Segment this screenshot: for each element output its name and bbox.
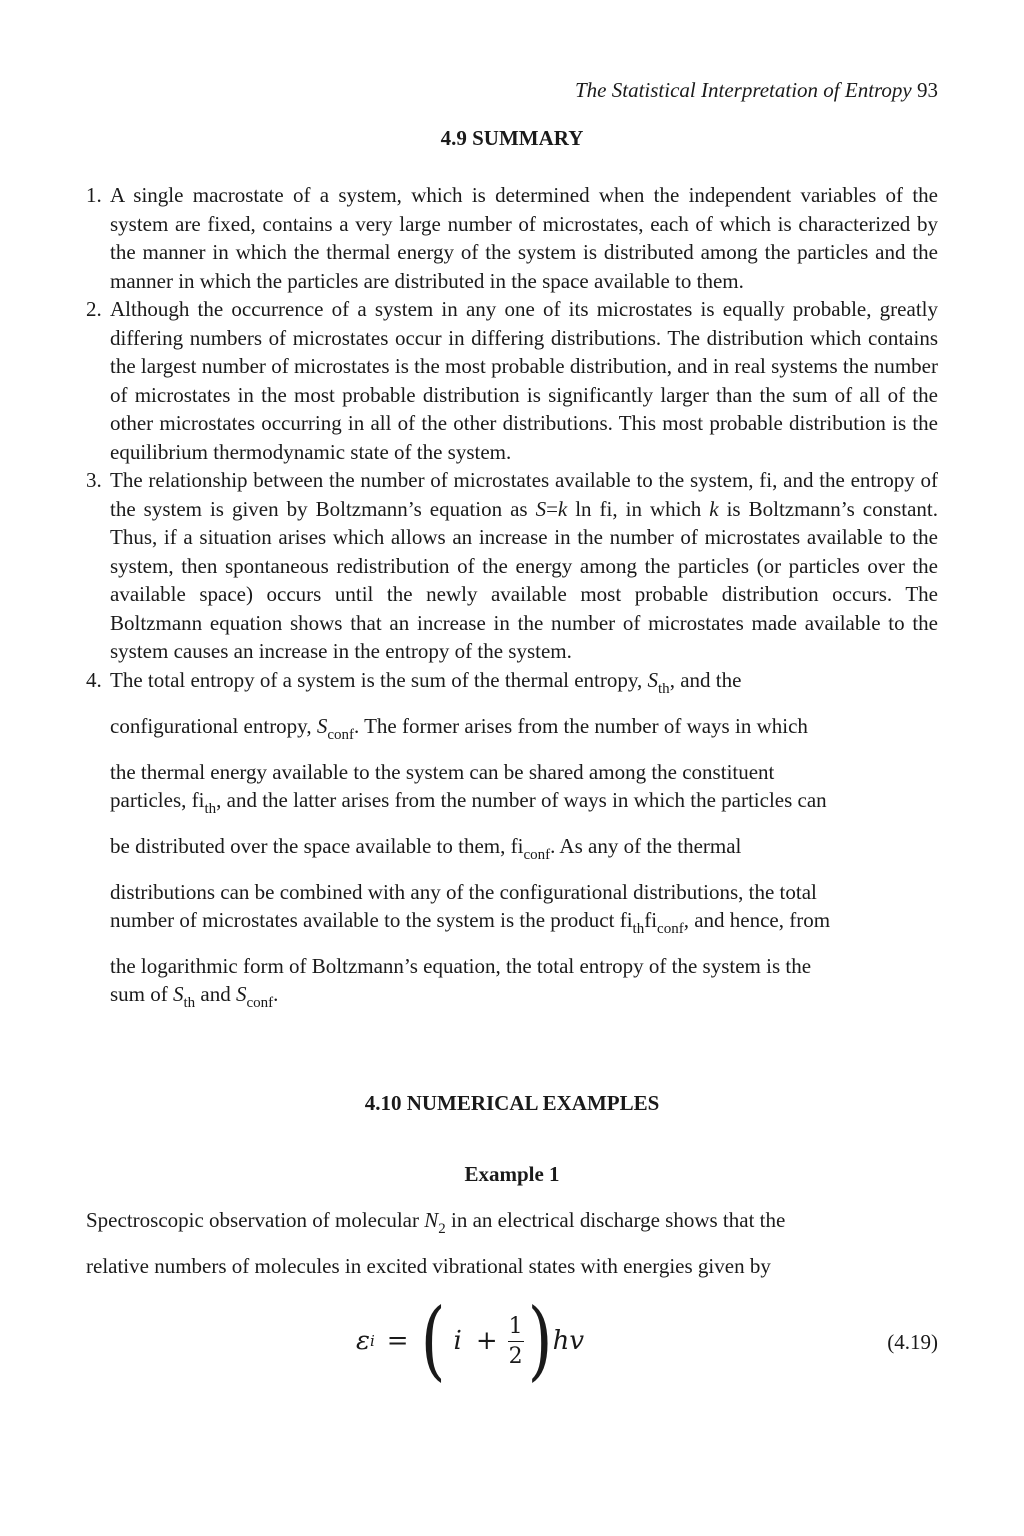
symbol-S: S <box>647 667 659 692</box>
epsilon-symbol: ε <box>356 1326 370 1356</box>
item-text: A single macrostate of a system, which is determined when the independent variables of the system are fixed, contains a very large number of microstates, each of which is characterized by the manner in which the thermal energy of the system is distributed among the particles and the manner in which the particles are distributed in the space available to them. <box>110 183 938 293</box>
text: number of microstates available to the system is the product fi <box>110 907 633 932</box>
summary-item-4 <box>86 666 938 1017</box>
subscript-th: th <box>658 680 670 697</box>
summary-heading: 4.9 SUMMARY <box>440 126 584 150</box>
text: and <box>195 981 236 1006</box>
symbol-S: S <box>535 496 547 521</box>
symbol-hv: hv <box>552 1326 585 1356</box>
subscript-conf: conf <box>657 920 684 937</box>
text: , and the latter arises from the number of ways in which the particles can <box>216 787 827 812</box>
symbol-N: N <box>424 1208 439 1232</box>
numerical-examples-heading: 4.10 NUMERICAL EXAMPLES <box>364 1091 660 1115</box>
text: in an electrical discharge shows that the <box>445 1208 786 1232</box>
item-number: 2. <box>86 297 102 321</box>
item-text-a: The relationship between the number of microstates available to the system, fi, and the entropy of the system is given by Boltzmann’s equation as <box>110 468 938 521</box>
item4-line-1 <box>110 666 938 703</box>
summary-item-3 <box>86 466 938 666</box>
text: fi <box>644 907 658 932</box>
symbol-ln: ln fi <box>567 496 613 521</box>
item4-line-4 <box>110 786 938 823</box>
symbol-S: S <box>236 981 247 1006</box>
summary-item-1 <box>86 181 938 295</box>
text: The total entropy of a system is the sum of the thermal entropy, <box>110 667 648 692</box>
subscript-th: th <box>183 994 196 1011</box>
numerator: 1 <box>508 1313 523 1339</box>
subscript-conf: conf <box>523 846 551 863</box>
left-parenthesis: ( <box>420 1291 446 1391</box>
item4-line-7 <box>110 906 938 943</box>
fraction-bar <box>508 1341 524 1342</box>
item4-line-2 <box>110 712 938 749</box>
item4-line-9 <box>110 980 938 1017</box>
running-header-title: The Statistical Interpretation of Entropy <box>575 78 912 102</box>
subscript-2: 2 <box>438 1221 446 1237</box>
text: particles, fi <box>110 787 205 812</box>
symbol-S: S <box>173 981 184 1006</box>
text: relative numbers of molecules in excited vibrational states with energies given by <box>86 1254 771 1278</box>
subscript-conf: conf <box>327 726 354 743</box>
page-number: 93 <box>917 78 938 102</box>
symbol-k: k <box>709 496 719 521</box>
subscript-th: th <box>632 920 645 937</box>
item-text: Although the occurrence of a system in any one of its microstates is equally probable, greatly differing numbers of microstates occur in differing distributions. The distribution which contains the largest number of microstates is the most probable distribution, and in real systems the number of microstates in the most probable distribution is significantly larger than the sum of all of the other microstates occurring in all of the other distributions. This most probable distribution is the equilibrium thermodynamic state of the system. <box>110 297 938 464</box>
text: Spectroscopic observation of molecular <box>86 1208 425 1232</box>
text: configurational entropy, <box>110 713 317 738</box>
text: , and hence, from <box>683 907 831 932</box>
symbol-S: S <box>316 713 328 738</box>
right-parenthesis: ) <box>527 1291 553 1391</box>
text: . The former arises from the number of ways in which <box>353 713 808 738</box>
symbol-k: k <box>557 496 568 521</box>
item4-line-6: distributions can be combined with any of the configurational distributions, the total <box>110 879 817 904</box>
example-title: Example 1 <box>464 1162 560 1186</box>
text: , and the <box>669 667 742 692</box>
running-header <box>575 78 938 103</box>
item4-line-5 <box>110 832 938 869</box>
item-number: 3. <box>86 468 102 492</box>
item4-line-3: the thermal energy available to the system can be shared among the constituent <box>110 759 775 784</box>
summary-list <box>86 181 938 1017</box>
item-number: 1. <box>86 183 102 207</box>
equation-number: (4.19) <box>887 1330 938 1354</box>
item-text-c: is Boltzmann’s constant. Thus, if a situation arises which allows an increase in the number of microstates available to the system, then spontaneous redistribution of the energy among the particles (or particles over the available space) occurs until the newly available most probable distribution occurs. The Boltzmann equation shows that an increase in the number of microstates made available to the system causes an increase in the entropy of the system. <box>110 496 938 663</box>
subscript-conf: conf <box>246 994 274 1011</box>
summary-item-2 <box>86 295 938 466</box>
symbol-equals: = <box>546 496 558 521</box>
text: sum of <box>110 981 173 1006</box>
item-text-b: , in which <box>612 496 710 521</box>
example-paragraph <box>86 1202 938 1285</box>
fraction-one-half <box>508 1314 524 1369</box>
item-number: 4. <box>86 667 102 692</box>
subscript-th: th <box>204 800 217 817</box>
text: . <box>273 981 279 1006</box>
plus-sign: + <box>475 1326 498 1356</box>
denominator: 2 <box>508 1343 523 1369</box>
equation-4-19 <box>356 1291 585 1391</box>
subscript-i: i <box>369 1332 375 1350</box>
equals-sign: = <box>386 1326 409 1356</box>
symbol-i: i <box>453 1326 462 1356</box>
item4-line-8: the logarithmic form of Boltzmann’s equation, the total entropy of the system is the <box>110 953 812 978</box>
text: be distributed over the space available to them, fi <box>110 833 524 858</box>
text: . As any of the thermal <box>550 833 742 858</box>
